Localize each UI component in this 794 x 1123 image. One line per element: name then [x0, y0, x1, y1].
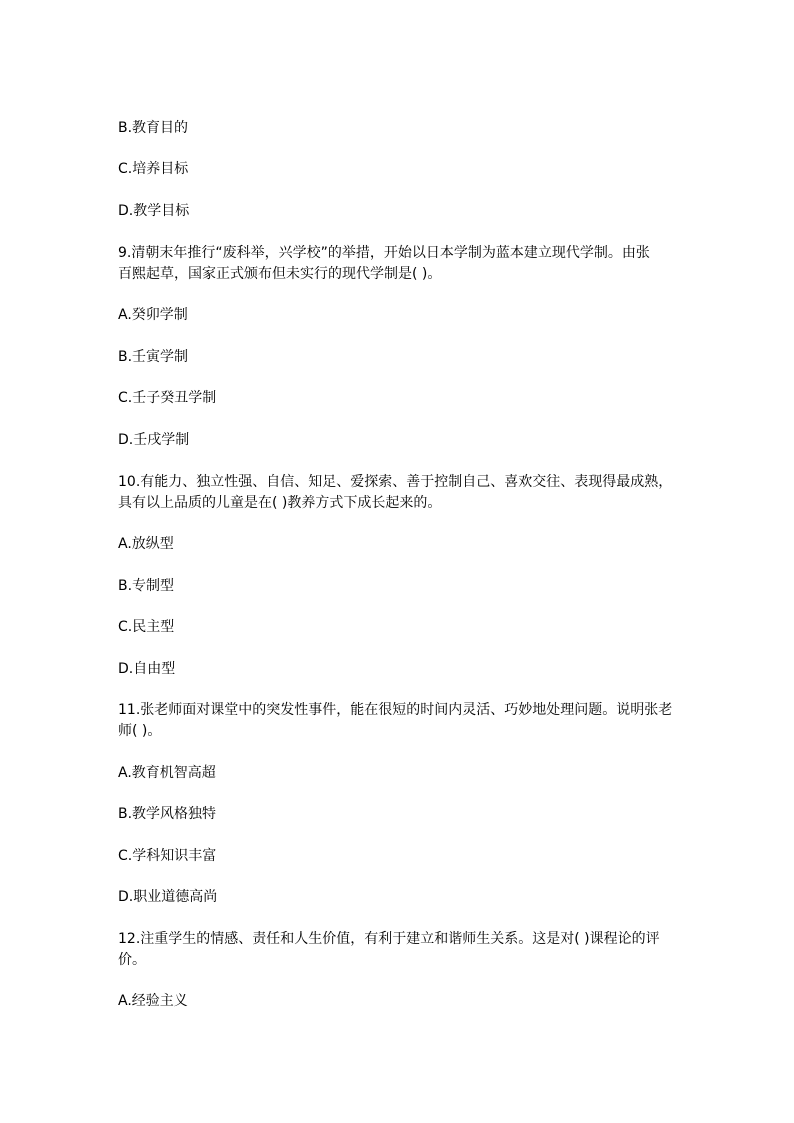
- question-11-line-2: 师( )。: [118, 723, 162, 739]
- option-b-q9: B.壬寅学制: [118, 349, 189, 365]
- option-d-q9: D.壬戌学制: [118, 432, 190, 448]
- question-12-line-1: 12.注重学生的情感、责任和人生价值，有利于建立和谐师生关系。这是对( )课程论的评: [118, 931, 660, 947]
- option-d-q11: D.职业道德高尚: [118, 889, 218, 905]
- question-9-line-1: 9.清朝末年推行“废科举，兴学校”的举措，开始以日本学制为蓝本建立现代学制。由张: [118, 245, 650, 261]
- option-c-q10: C.民主型: [118, 619, 175, 635]
- question-9-line-2: 百熙起草，国家正式颁布但未实行的现代学制是( )。: [118, 266, 442, 282]
- option-c-q8: C.培养目标: [118, 161, 189, 177]
- option-b-q11: B.教学风格独特: [118, 806, 217, 822]
- option-c-q11: C.学科知识丰富: [118, 848, 217, 864]
- option-a-q11: A.教育机智高超: [118, 765, 216, 781]
- option-d-q10: D.自由型: [118, 661, 176, 677]
- option-a-q9: A.癸卯学制: [118, 307, 188, 323]
- option-b-q10: B.专制型: [118, 578, 175, 594]
- option-c-q9: C.壬子癸丑学制: [118, 390, 217, 406]
- option-d-q8: D.教学目标: [118, 203, 190, 219]
- question-12-line-2: 价。: [118, 952, 146, 968]
- option-a-q10: A.放纵型: [118, 536, 174, 552]
- option-b-q8: B.教育目的: [118, 120, 189, 136]
- question-10-line-1: 10.有能力、独立性强、自信、知足、爱探索、善于控制自己、喜欢交往、表现得最成熟，: [118, 474, 673, 490]
- question-11-line-1: 11.张老师面对课堂中的突发性事件，能在很短的时间内灵活、巧妙地处理问题。说明张老: [118, 702, 673, 718]
- option-a-q12: A.经验主义: [118, 993, 188, 1009]
- question-10-line-2: 具有以上品质的儿童是在( )教养方式下成长起来的。: [118, 495, 442, 511]
